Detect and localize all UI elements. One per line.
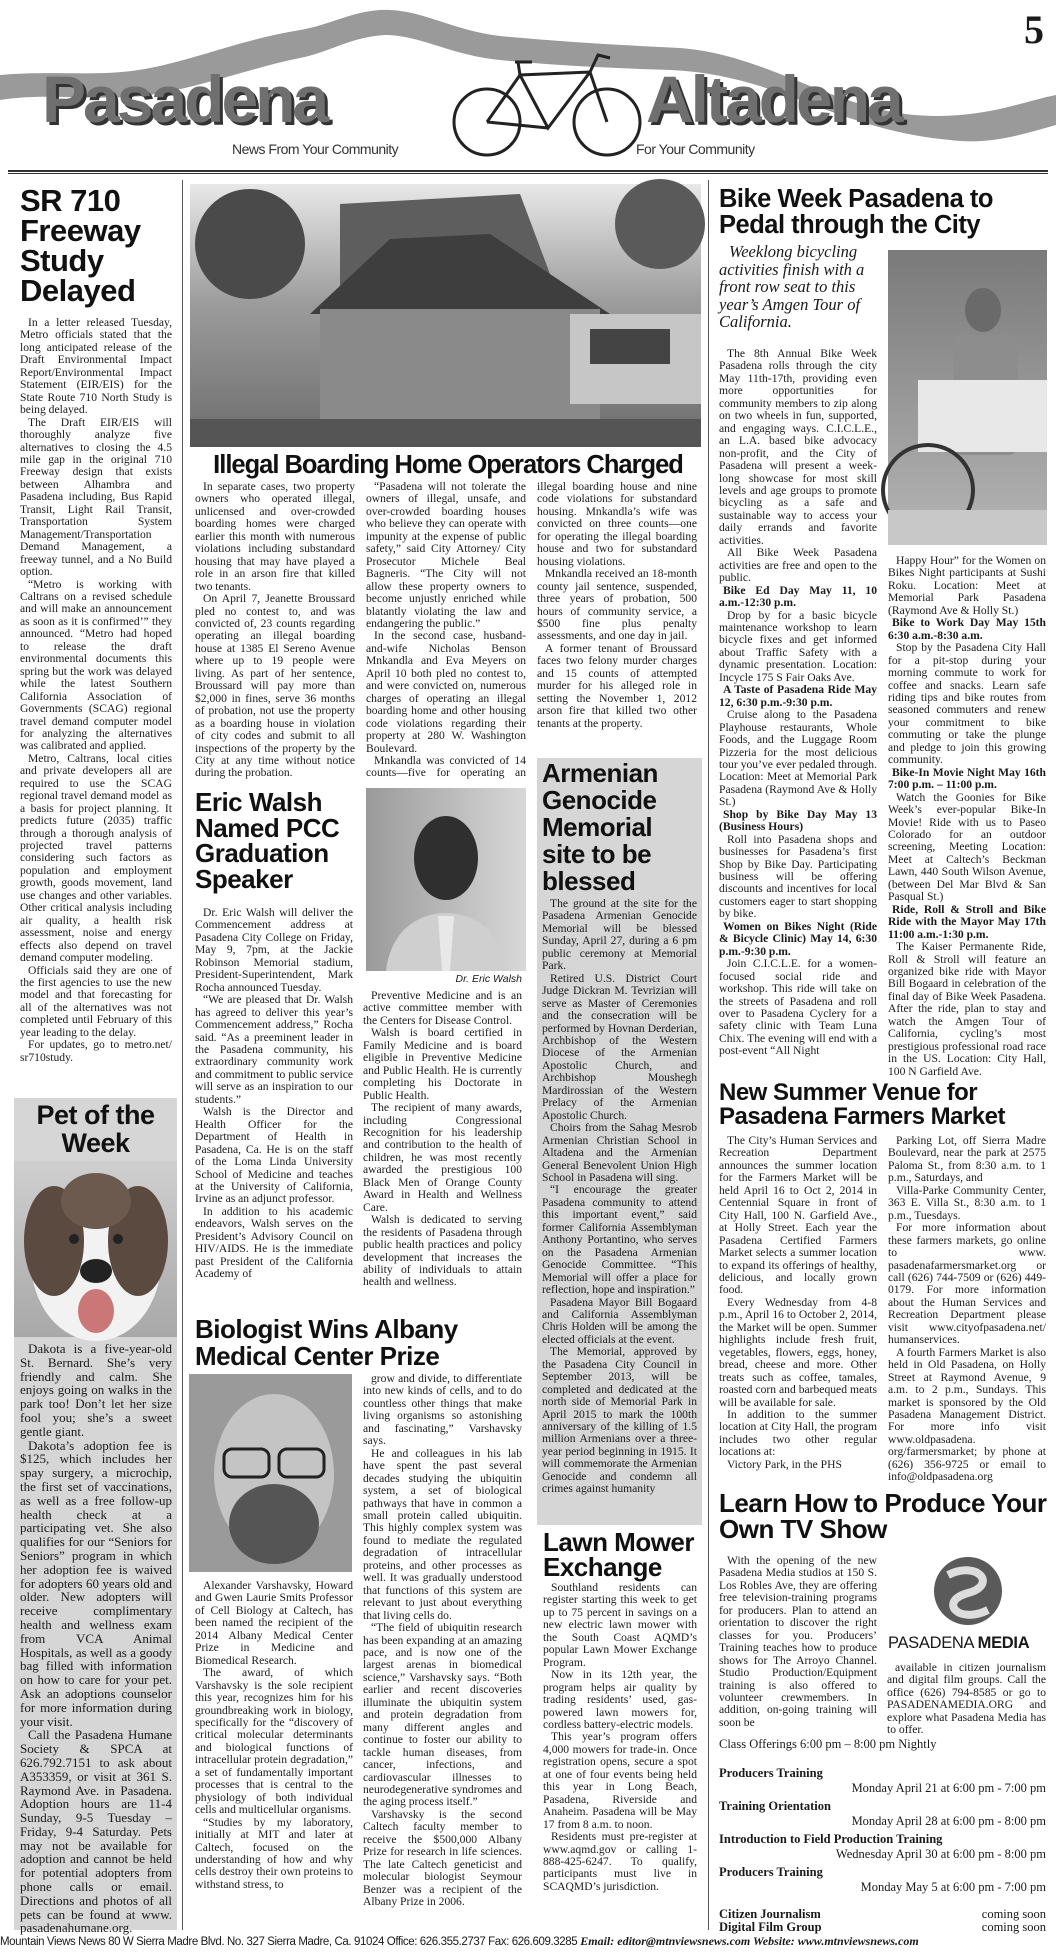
- article-body: [20, 317, 172, 1092]
- class-name: Digital Film Group: [719, 1920, 822, 1934]
- article-body-col2: [363, 1373, 522, 1926]
- paragraph: The recipient of many awards, including Congressional Recognition for his leadership and contribution to the health of children, he was most recently awarded the prestigious 100 Black Men of Orange County Award in Health and Wellness Care.: [363, 1101, 522, 1214]
- paragraph: “Pasadena will not tolerate the owners of illegal, unsafe, and over-crowded boarding houses who believe they can operate with impunity at the expense of public safety,” said City Attorney/ City Prosecutor Michele Beal Bagneris. “The City will not allow these property owners to become unjustly enriched while blatantly violating the law and endangering the public.”: [366, 480, 526, 630]
- headline: Biologist Wins Albany Medical Center Prize: [195, 1314, 458, 1371]
- paragraph: Stop by the Pasadena City Hall for a pit-stop during your morning commute to work for coffee and snacks. Learn safe riding tips and bike routes from seasoned commuters and renew your commitment to bike commuting or take the plunge and pledge to join this growing community.: [888, 641, 1046, 767]
- paragraph: Mnkandla was convicted of 14 counts—five for operating an illegal boarding house and nine code violations for substandard housing. Mnkandla’s wife was convicted on three counts—one for operating the illegal boarding house and two for substandard housing violations.: [366, 480, 697, 780]
- paragraph: Metro, Caltrans, local cities and private developers all are required to use the SCAG regional travel demand model as a basis for project planning. It predicts future (2035) traffic through a thorough analysis of projected travel patterns considering such factors as population and employment growth, goods movement, land use changes and other variables. Other critical analysis including air quality, a health risk assessment, noise and energy effects also depend on travel demand computer modeling.: [20, 751, 172, 965]
- article-body: [542, 898, 697, 1548]
- paragraph: This year’s program offers 4,000 mowers for trade-in. Once registration opens, secure a spot at one of four events being held this year in Long Beach, Pasadena, Riverside and Anaheim. Pasadena will be May 17 from 8 a.m. to noon.: [543, 1730, 697, 1831]
- class-schedule: [719, 1766, 1046, 1934]
- column-divider: [708, 180, 709, 1930]
- masthead-tagline-right: For Your Community: [636, 141, 755, 157]
- paragraph: Watch the Goonies for Bike Week’s ever-popular Bike-In Movie! Ride with us to Paseo Colorado for an outdoor screening, Meeting Location: Meet at Caltech’s Beckman Lawn, 440 South Wilson Avenue, (between Del Mar Blvd & San Pasqual St.): [888, 790, 1046, 904]
- paragraph: For more information about these farmers markets, go online to www. pasadenafarmersmarket.org or call (626) 744-7509 or (626) 449-0179. For more information about the Human Services and Recreation Department please visit www.cityofpasadena.net/ humanservices.: [888, 1221, 1046, 1347]
- paragraph: Every Wednesday from 4-8 p.m., April 16 to October 2, 2014, the Market will be open. Summer highlights include fresh fruit, vegetables, flowers, eggs, honey, bread, cheese and more. Other treats such as coffee, tamales, roasted corn and barbequed meats will be available for sale.: [719, 1295, 877, 1409]
- article-body-col1: [195, 907, 353, 1307]
- pasadena-media-logo: [888, 1555, 1048, 1655]
- paragraph: In addition to his academic endeavors, Walsh serves on the President’s Advisory Council on HIV/AIDS. He is the immediate past President of the California Academy of: [195, 1204, 353, 1281]
- article-body-col1: [719, 348, 877, 1080]
- varshavsky-photo: [189, 1374, 352, 1572]
- class-name: Training Orientation: [719, 1799, 831, 1813]
- paragraph: Dakota’s adoption fee is $125, which includes her spay surgery, a microchip, the first set of vaccinations, as well as a free follow-up health check at a participating vet. She also qualifies for our “Seniors for Seniors” program in which her adoption fee is waived for adopters 60 years old and older. New adopters will receive complimentary health and wellness exam from VCA Animal Hospitals, as well as a goody bag filled with information on how to care for your pet. Ask an adoptions counselor for more information during your visit.: [20, 1437, 172, 1729]
- paragraph: Join C.I.C.L.E. for a women-focused social ride and workshop. This ride will take on the streets of Pasadena and roll over to Pasadena Cyclery for a safety clinic with Team Luna Chix. The evening will end with a post-event “All Night: [719, 957, 877, 1058]
- paragraph: Walsh is board certified in Family Medicine and is board eligible in Preventive Medicine and Public Health. He is currently completing his Doctorate in Public Health.: [363, 1026, 522, 1102]
- paragraph: available in citizen journalism and digital film groups. Call the office (626) 794-8585 or go to PASADENAMEDIA.ORG and explore what Pasadena Media has to offer.: [887, 1661, 1046, 1737]
- headline: SR 710 Freeway Study Delayed: [20, 183, 141, 308]
- paragraph: Dakota is a five-year-old St. Bernard. She’s very friendly and calm. She enjoys going on walks in the park too! Don’t let her size fool you; she’s a sweet gentle giant.: [20, 1341, 172, 1439]
- paragraph: On April 7, Jeanette Broussard pled no contest to, and was convicted of, 23 counts regarding operating an illegal boarding house at 1385 El Sereno Avenue where up to 19 people were living. As part of her sentence, Broussard will pay more than $2,000 in fines, serve 36 months of probation, not use the property as a boarding house in violation of city codes and submit to all inspections of the property by the City at any time without notice during the probation.: [195, 592, 355, 780]
- class-time: Monday April 21 at 6:00 pm - 7:00 pm: [851, 1781, 1046, 1795]
- subheading: Bike-In Movie Night May 16th 7:00 p.m. – 11:00 p.m.: [888, 765, 1046, 792]
- article-body-col1: [719, 1135, 877, 1485]
- paragraph: Pasadena Mayor Bill Bogaard and California Assemblyman Chris Holden will be among the elected officials at the event.: [542, 1295, 697, 1346]
- paragraph: The Memorial, approved by the Pasadena City Council in September 2013, will be completed and dedicated at the north side of Memorial Park in April 2015 to mark the 100th anniversary of the killing of 1.5 million Armenians over a three-year period beginning in 1915. It will commemorate the Armenian Genocide and condemn all crimes against humanity: [542, 1345, 697, 1496]
- paragraph: Happy Hour” for the Women on Bikes Night participants at Sushi Roku. Location: Meet at Memorial Park Pasadena (Raymond Ave & Holly St.): [888, 554, 1046, 617]
- class-name: Citizen Journalism: [719, 1907, 821, 1921]
- paragraph: A former tenant of Broussard faces two felony murder charges and 15 counts of attempted murder for his alleged role in setting the November 1, 2012 arson fire that killed two other tenants at the property.: [537, 641, 697, 730]
- paragraph: “The field of ubiquitin research has been expanding at an amazing pace, and is now one of the largest arenas in biomedical science,” Varshavsky says. “Both earlier and recent discoveries illuminate the ubiquitin system and protein degradation from many different angles and continue to foster our ability to tackle human diseases, from cancer, infections, and cardiovascular illnesses to neurodegenerative syndromes and the aging process itself.”: [363, 1621, 522, 1809]
- masthead-tagline-left: News From Your Community: [232, 141, 399, 157]
- schedule-row: [719, 1865, 1046, 1895]
- schedule-row: [719, 1766, 1046, 1796]
- paragraph: Alexander Varshavsky, Howard and Gwen Laurie Smits Professor of Cell Biology at Caltech, has been named the recipient of the 2014 Albany Medical Center Prize in Medicine and Biomedical Research.: [195, 1579, 353, 1667]
- paragraph: Mnkandla received an 18-month county jail sentence, suspended, three years of probation, 500 hours of community service, a $500 fine plus penalty assessments, and one day in jail.: [537, 567, 697, 643]
- paragraph: “Studies by my laboratory, initially at MIT and later at Caltech, focused on the understanding of how and why cells destroy their own proteins to withstand stress, to: [195, 1815, 353, 1891]
- armenian-memorial-box: [537, 758, 702, 1525]
- paragraph: Dr. Eric Walsh will deliver the Commencement address at Pasadena City College on Friday, May 9, 7pm, at the Jackie Robinson Memorial stadium, President-Superintendent, Mark Rocha announced Tuesday.: [195, 906, 353, 994]
- headline: Bike Week Pasadena to Pedal through the City: [719, 185, 993, 239]
- class-name: Introduction to Field Production Training: [719, 1832, 943, 1846]
- paragraph: Southland residents can register starting this week to get up to 75 percent in savings on a new electric lawn mower with the South Coast AQMD’s popular Lawn Mower Exchange Program.: [543, 1581, 697, 1669]
- headline: Illegal Boarding Home Operators Charged: [213, 451, 683, 479]
- subheading: A Taste of Pasadena Ride May 12, 6:30 p.m.-9:30 p.m.: [719, 683, 877, 709]
- article-body: [543, 1582, 697, 1926]
- logo-text-pasadena: PASADENA: [888, 1634, 974, 1652]
- paragraph: “Metro is working with Caltrans on a revised schedule and will make an announcement as soon as it is confirmed’” they announced. “Metro had hoped to release the draft environmental documents this spring but the work was delayed while the latest Southern California Association of Governments (SCAG) regional travel demand computer model for analyzing the alternatives was calibrated and applied.: [20, 577, 172, 753]
- article-body: [14, 1337, 177, 1936]
- subheading: Bike to Work Day May 15th 6:30 a.m.-8:30 a.m.: [888, 616, 1046, 642]
- schedule-row: [719, 1799, 1046, 1829]
- masthead-title-right: Altadena: [646, 62, 901, 136]
- footer-contact: Email: editor@mtnviewsnews.com Website: www.mtnviewsnews.com: [580, 1934, 919, 1948]
- paragraph: The ground at the site for the Pasadena Armenian Genocide Memorial will be blessed Sunday, April 27, during a 6 pm public ceremony at Memorial Park.: [542, 897, 697, 973]
- paragraph: Walsh is dedicated to serving the residents of Pasadena through public health practices and policy development that increases the ability of individuals to attain health and wellness.: [363, 1213, 522, 1289]
- masthead-title-left: Pasadena: [42, 62, 327, 136]
- headline: Learn How to Produce Your Own TV Show: [719, 1488, 1047, 1544]
- paragraph: The 8th Annual Bike Week Pasadena rolls through the city May 11th-17th, providing even more opportunities for community members to zip along on two wheels in fun, supported, and engaging ways. C.I.C.L.E., an L.A. based bike advocacy non-profit, and the City of Pasadena will present a week-long showcase for most skill levels and age groups to promote bicycling as a safe and sustainable way to access your daily errands and favorite activities.: [719, 347, 877, 547]
- schedule-row: [719, 1832, 1046, 1862]
- paragraph: Officials said they are one of the first agencies to use the new model and that forecasting for all of the alternatives was not completed until February of this year leading to the delay.: [20, 963, 172, 1039]
- headline: Lawn Mower Exchange: [543, 1527, 695, 1582]
- paragraph: The award, of which Varshavsky is the sole recipient this year, recognizes him for his groundbreaking work in biology, specifically for the “discovery of critical molecular determinants and biological functions of intracellular protein degradation,” a set of fundamentally important processes that is central to the physiology of both individual cells and multicellular organisms.: [195, 1666, 353, 1817]
- subheadline: Weeklong bicycling activities finish with a front row seat to this year’s Amgen Tour of California.: [719, 242, 865, 331]
- class-time: Monday April 28 at 6:00 pm - 8:00 pm: [851, 1814, 1046, 1828]
- logo-text-media: MEDIA: [977, 1634, 1030, 1652]
- photo-caption: Dr. Eric Walsh: [455, 973, 522, 985]
- headline: Pet of the Week: [36, 1100, 155, 1158]
- subheading: Shop by Bike Day May 13 (Business Hours): [719, 807, 877, 834]
- paragraph: All Bike Week Pasadena activities are free and open to the public.: [719, 546, 877, 585]
- article-body-col2: [888, 555, 1046, 1080]
- class-name: Producers Training: [719, 1865, 823, 1879]
- bike-week-photo: [888, 250, 1047, 545]
- headline: Eric Walsh Named PCC Graduation Speaker: [195, 787, 340, 894]
- article-body: [195, 481, 697, 781]
- boarding-house-photo: [190, 184, 701, 447]
- footer-address: Mountain Views News 80 W Sierra Madre Blvd. No. 327 Sierra Madre, Ca. 91024 Office: 626.355.2737 Fax: 626.609.3285: [0, 1936, 578, 1948]
- article-body-col2: [363, 990, 522, 1308]
- headline: Armenian Genocide Memorial site to be blessed: [542, 758, 658, 896]
- paragraph: Drop by for a basic bicycle maintenance workshop to learn bicycle fixes and get informed about Traffic Safety with a dynamic presentation. Location: Incycle 175 S Fair Oaks Ave.: [719, 608, 877, 684]
- class-time: Monday May 5 at 6:00 pm - 7:00 pm: [860, 1880, 1046, 1894]
- paragraph: Varshavsky is the second Caltech faculty member to receive the $500,000 Albany Prize for research in life sciences. The late Caltech geneticist and molecular biologist Seymour Benzer was a recipient of the Albany Prize in 2006.: [363, 1807, 522, 1909]
- paragraph: Villa-Parke Community Center, 363 E. Villa St., 8:30 a.m. to 1 p.m., Tuesdays.: [888, 1183, 1046, 1222]
- class-time: coming soon: [981, 1907, 1046, 1921]
- paragraph: Parking Lot, off Sierra Madre Boulevard, near the park at 2575 Paloma St., from 8:30 a.m. to 1 p.m., Saturdays, and: [888, 1134, 1046, 1185]
- paragraph: In addition to the summer location at City Hall, the program includes two other regular locations at:: [719, 1407, 877, 1459]
- bicycle-icon: [454, 55, 640, 155]
- paragraph: In the second case, husband-and-wife Nicholas Benson Mnkandla and Eva Meyers on April 10 both pled no contest to, and were convicted on, numerous charges of operating an illegal boarding home and other housing code violations regarding their property at 280 W. Washington Boulevard.: [366, 629, 526, 755]
- paragraph: Victory Park, in the PHS: [727, 1457, 842, 1471]
- dog-photo: [14, 1161, 177, 1337]
- headline: New Summer Venue for Pasadena Farmers Market: [719, 1079, 1005, 1130]
- paragraph: Preventive Medicine and is an active committee member with the Centers for Disease Control.: [363, 989, 522, 1027]
- article-body-col2: [887, 1662, 1046, 1737]
- paragraph: The Kaiser Permanente Ride, Roll & Stroll will feature an organized bike ride with Mayor Bill Bogaard in celebration of the final day of Bike Week Pasadena. After the ride, plan to stay and watch the Amgen Tour of California, cycling’s most prestigious professional road race in the US. Location: City Hall, 100 N Garfield Ave.: [888, 940, 1046, 1078]
- paragraph: He and colleagues in his lab have spent the past several decades studying the ubiquitin system, a set of biological pathways that have in common a small protein called ubiquitin. This highly complex system was found to mediate the regulated degradation of intracellular proteins, and other processes as well. It was gradually understood that functions of this system are relevant to just about everything that living cells do.: [363, 1446, 522, 1622]
- paragraph: In a letter released Tuesday, Metro officials stated that the long anticipated release of the Draft Environmental Impact Report/Environmental Impact Statement (EIR/EIS) for the State Route 710 North Study is being delayed.: [20, 316, 172, 417]
- eric-walsh-photo: [366, 788, 526, 971]
- paragraph: Call the Pasadena Humane Society & SPCA at 626.792.7151 to ask about A353359, or visit at 361 S. Raymond Ave. in Pasadena. Adoption hours are 11-4 Sunday, 9-5 Tuesday – Friday, 9-4 Saturday. Pets may not be available for adoption and cannot be held for potential adopters from phone calls or email. Directions and photos of all pets can be found at www. pasadenahumane.org.: [20, 1727, 172, 1936]
- class-offerings: Class Offerings 6:00 pm – 8:00 pm Nightly: [719, 1737, 937, 1751]
- paragraph: grow and divide, to differentiate into new kinds of cells, and to do countless other things that make living organisms so astonishing and fascinating,” Varshavsky says.: [363, 1372, 522, 1448]
- article-body-col1: [195, 1580, 353, 1926]
- paragraph: Cruise along to the Pasadena Playhouse restaurants, Whole Foods, and the Luggage Room Pizzeria for the most delicious tour you’ve ever pedaled through. Location: Meet at Memorial Park Pasadena (Raymond Ave & Holly St.): [719, 708, 877, 809]
- class-time: Wednesday April 30 at 6:00 pm - 8:00 pm: [835, 1847, 1046, 1861]
- subheading: Bike Ed Day May 11, 10 a.m.-12:30 p.m.: [719, 583, 877, 610]
- pet-of-the-week-box: [14, 1098, 177, 1936]
- paragraph: With the opening of the new Pasadena Media studios at 150 S. Los Robles Ave, they are offering free television-training programs for producers. Plan to attend an orientation to discover the right classes for you. Producers’ Training teaches how to produce shows for The Arroyo Channel. Studio Production/Equipment training is also offered to volunteer crewmembers. In addition, on-going training will soon be: [719, 1554, 877, 1729]
- paragraph: Now in its 12th year, the program helps air quality by trading residents’ used, gas-powered lawn mowers for, cordless battery-electric models.: [543, 1668, 697, 1731]
- subheading: Women on Bikes Night (Ride & Bicycle Clinic) May 14, 6:30 p.m.-9:30 p.m.: [719, 919, 877, 958]
- paragraph: Walsh is the Director and Health Officer for the Department of Health in Pasadena, Ca. He is on the staff of the Loma Linda University School of Medicine and teaches at the University of California, Irvine as an adjunct professor.: [195, 1105, 353, 1206]
- pasadena-media-swirl-icon: [888, 1555, 1048, 1627]
- article-body-col2: [888, 1135, 1046, 1485]
- paragraph: A fourth Farmers Market is also held in Old Pasadena, on Holly Street at Raymond Avenue, 9 a.m. to 2 p.m., Sundays. This market is sponsored by the Old Pasadena Management District. For more info visit www.oldpasadena. org/farmersmarket; by phone at (626) 356-9725 or email to info@oldpasadena.org: [888, 1345, 1046, 1484]
- paragraph: Retired U.S. District Court Judge Dickran M. Tevrizian will serve as Master of Ceremonies and the consecration will be performed by Hovnan Derderian, Archbishop of the Western Diocese of the Armenian Apostolic Church, and Archbishop Moushegh Mardirossian of the Western Prelacy of the Armenian Apostolic Church.: [542, 971, 697, 1122]
- subheading: Ride, Roll & Stroll and Bike Ride with the Mayor May 17th 11:00 a.m.-1:30 p.m.: [888, 902, 1046, 941]
- paragraph: Roll into Pasadena shops and businesses for Pasadena’s first Shop by Bike Day. Participating business will be offering discounts and incentives for local customers eager to start shopping by bike.: [719, 832, 877, 921]
- class-name: Producers Training: [719, 1766, 823, 1780]
- schedule-row: [719, 1921, 1046, 1934]
- page-number: 5: [1024, 7, 1044, 52]
- paragraph: “I encourage the greater Pasadena community to attend this important event,” said former California Assemblyman Anthony Portantino, who serves on the Pasadena Armenian Genocide Committee. “This Memorial will offer a place for reflection, hope and inspiration.”: [542, 1183, 697, 1297]
- masthead-rule: [8, 170, 1048, 174]
- paragraph: “We are pleased that Dr. Walsh has agreed to deliver this year’s Commencement address,” Rocha said. “As a preeminent leader in the Pasadena community, his extraordinary community work and commitment to public service will serve as an inspiration to our students.”: [195, 993, 353, 1106]
- paragraph: Choirs from the Sahag Mesrob Armenian Christian School in Altadena and the Armenian General Benevolent Union High School in Pasadena will sing.: [542, 1121, 697, 1184]
- class-time: coming soon: [981, 1920, 1046, 1934]
- paragraph: In separate cases, two property owners who operated illegal, unlicensed and over-crowded boarding homes were charged earlier this month with numerous violations including substandard housing that may have played a role in an arson fire that killed two tenants.: [195, 480, 355, 593]
- article-body-col1: [719, 1555, 877, 1735]
- paragraph: The City’s Human Services and Recreation Department announces the summer location for the Farmers Market will be held April 16 to Oct 2, 2014 in Centennial Square in front of City Hall, 100 N. Garfield Ave., at Holly Street. Each year the Pasadena Certified Farmers Market selects a summer location to expand its offerings of healthy, delicious, and locally grown food.: [719, 1134, 877, 1297]
- column-divider: [182, 180, 183, 1930]
- paragraph: Residents must pre-register at www.aqmd.gov or calling 1-888-425-6247. To qualify, participants must live in SCAQMD’s jurisdiction.: [543, 1830, 697, 1893]
- paragraph: For updates, go to metro.net/ sr710study.: [20, 1038, 172, 1064]
- paragraph: The Draft EIR/EIS will thoroughly analyze five alternatives to closing the 4.5 mile gap in the original 710 Freeway design that exists between Alhambra and Pasadena including, Bus Rapid Transit, Light Rail Transit, Transportation System Management/Transportation Demand Management, a freeway tunnel, and a No Build option.: [20, 415, 172, 579]
- footer: [0, 1934, 1056, 1949]
